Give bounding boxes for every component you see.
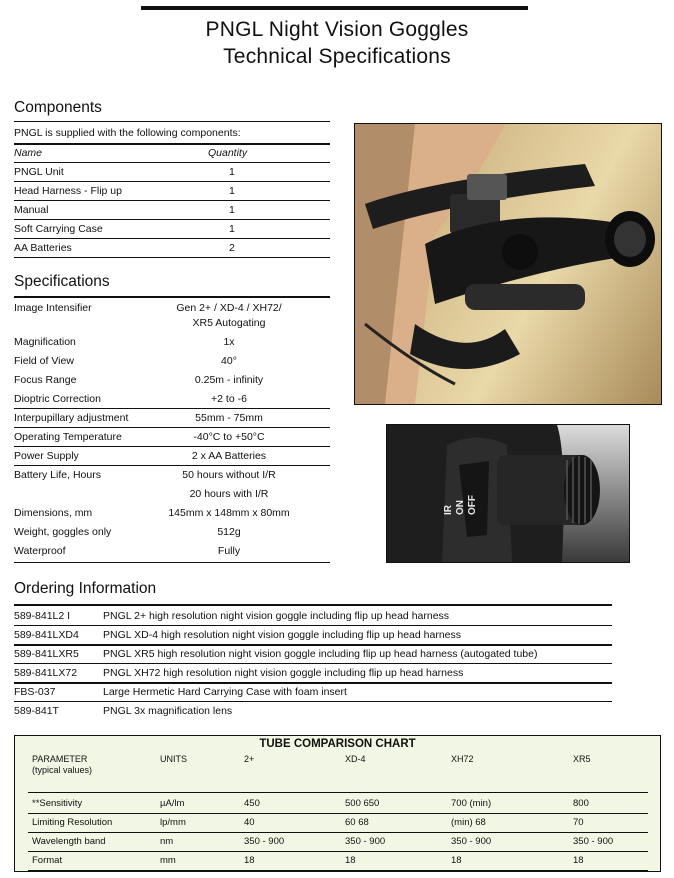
order-description: PNGL 3x magnification lens xyxy=(103,705,233,717)
spec-value: 50 hours without I/R xyxy=(182,469,276,481)
chart-param: **Sensitivity xyxy=(32,798,83,809)
goggles-illustration xyxy=(355,124,661,404)
chart-value: 350 - 900 xyxy=(345,836,386,847)
switch-labels xyxy=(443,483,479,515)
spec-value: 145mm x 148mm x 80mm xyxy=(168,507,290,519)
component-quantity: 2 xyxy=(229,242,235,254)
ordering-rule xyxy=(14,604,612,606)
order-code: 589-841T xyxy=(14,705,59,717)
component-name: AA Batteries xyxy=(14,242,72,254)
spec-label: Dimensions, mm xyxy=(14,507,93,519)
spec-row xyxy=(14,447,330,465)
spec-value: 55mm - 75mm xyxy=(195,412,263,424)
spec-value: 512g xyxy=(217,526,241,538)
chart-param: Wavelength band xyxy=(32,836,106,847)
chart-param: Limiting Resolution xyxy=(32,817,113,828)
chart-param: Format xyxy=(32,855,63,866)
specifications-rule xyxy=(14,296,330,298)
spec-label: Field of View xyxy=(14,355,74,367)
chart-row xyxy=(28,795,648,814)
spec-value: 40° xyxy=(221,355,237,367)
order-row xyxy=(14,702,612,720)
component-quantity: 1 xyxy=(229,223,235,235)
chart-value: 700 (min) xyxy=(451,798,492,809)
page-title-line-1: PNGL Night Vision Goggles xyxy=(205,18,469,41)
chart-value: 60 68 xyxy=(345,817,369,828)
switch-on-label: ON xyxy=(455,500,466,515)
spec-value: +2 to -6 xyxy=(211,393,247,405)
order-code: 589-841LX72 xyxy=(14,667,78,679)
page-title-line-2: Technical Specifications xyxy=(223,45,451,68)
spec-row xyxy=(14,428,330,446)
top-rule xyxy=(141,6,528,10)
spec-label: Waterproof xyxy=(14,545,66,557)
order-row xyxy=(14,664,612,682)
order-description: PNGL XH72 high resolution night vision goggle including flip up head harness xyxy=(103,667,464,679)
chart-value: 800 xyxy=(573,798,589,809)
chart-value: (min) 68 xyxy=(451,817,486,828)
order-description: PNGL 2+ high resolution night vision goggle including flip up head harness xyxy=(103,610,450,622)
spec-value: 0.25m - infinity xyxy=(194,374,264,386)
spec-label: Focus Range xyxy=(14,374,77,386)
components-rule xyxy=(14,121,330,122)
component-name: Head Harness - Flip up xyxy=(14,185,122,197)
spec-row xyxy=(14,466,330,484)
component-quantity: 1 xyxy=(229,204,235,216)
spec-label: Battery Life, Hours xyxy=(14,469,101,481)
chart-value: 18 xyxy=(244,855,255,866)
components-intro: PNGL is supplied with the following components: xyxy=(14,127,241,139)
component-row xyxy=(14,163,330,181)
component-row xyxy=(14,220,330,238)
col-name-header: Name xyxy=(14,147,43,159)
chart-value: 18 xyxy=(345,855,356,866)
chart-value: 18 xyxy=(573,855,584,866)
spec-value: 1x xyxy=(223,336,235,348)
header-parameter: PARAMETER xyxy=(32,754,88,764)
chart-units: mm xyxy=(160,855,176,866)
spec-row xyxy=(14,299,330,329)
spec-row xyxy=(14,409,330,427)
component-row xyxy=(14,201,330,219)
component-row-rule xyxy=(14,257,330,258)
spec-value: Fully xyxy=(217,545,241,557)
component-quantity: 1 xyxy=(229,166,235,178)
switch-off-label: OFF xyxy=(467,495,478,515)
chart-value: 450 xyxy=(244,798,260,809)
chart-title: TUBE COMPARISON CHART xyxy=(259,738,416,750)
chart-value: 70 xyxy=(573,817,584,828)
order-code: FBS-037 xyxy=(14,686,56,698)
components-heading: Components xyxy=(14,99,102,116)
chart-header-rule xyxy=(28,792,648,793)
header-col-1: 2+ xyxy=(244,754,255,764)
spec-row xyxy=(14,542,330,560)
spec-row xyxy=(14,371,330,389)
component-quantity: 1 xyxy=(229,185,235,197)
order-row xyxy=(14,683,612,701)
goggles-switch-closeup-photo xyxy=(386,424,630,563)
order-description: PNGL XR5 high resolution night vision goggle including flip up head harness (autogated tube) xyxy=(103,648,538,660)
header-col-3: XH72 xyxy=(451,754,474,764)
order-code: 589-841L2 I xyxy=(14,610,71,622)
chart-value: 40 xyxy=(244,817,255,828)
switch-illustration xyxy=(387,425,629,562)
chart-value: 500 650 xyxy=(345,798,380,809)
order-row xyxy=(14,607,612,625)
order-row xyxy=(14,626,612,644)
spec-row xyxy=(14,390,330,408)
component-name: Soft Carrying Case xyxy=(14,223,103,235)
order-description: PNGL XD-4 high resolution night vision goggle including flip up head harness xyxy=(103,629,461,641)
header-parameter-sub: (typical values) xyxy=(32,765,93,775)
chart-row xyxy=(28,852,648,871)
chart-row xyxy=(28,814,648,833)
spec-value: -40°C to +50°C xyxy=(193,431,265,443)
component-row xyxy=(14,239,330,257)
spec-row xyxy=(14,485,330,503)
order-code: 589-841LXD4 xyxy=(14,629,79,641)
chart-units: nm xyxy=(160,836,174,847)
spec-row xyxy=(14,523,330,541)
spec-label: Interpupillary adjustment xyxy=(14,412,129,424)
components-header-row xyxy=(14,144,330,162)
chart-value: 350 - 900 xyxy=(244,836,285,847)
header-col-2: XD-4 xyxy=(345,754,366,764)
chart-units: µA/lm xyxy=(160,798,185,809)
ordering-heading: Ordering Information xyxy=(14,580,157,597)
order-code: 589-841LXR5 xyxy=(14,648,79,660)
chart-row xyxy=(28,833,648,852)
spec-value: 2 x AA Batteries xyxy=(191,450,267,462)
chart-units: lp/mm xyxy=(160,817,186,828)
goggles-on-head-photo xyxy=(354,123,662,405)
spec-bottom-rule xyxy=(14,562,330,563)
switch-ir-label: IR xyxy=(443,505,454,515)
component-row xyxy=(14,182,330,200)
chart-value: 350 - 900 xyxy=(451,836,492,847)
spec-row xyxy=(14,333,330,351)
spec-row xyxy=(14,504,330,522)
spec-row xyxy=(14,352,330,370)
spec-label: Operating Temperature xyxy=(14,431,122,443)
header-units: UNITS xyxy=(160,754,187,764)
spec-label: Weight, goggles only xyxy=(14,526,112,538)
spec-value: 20 hours with I/R xyxy=(189,488,269,500)
component-name: PNGL Unit xyxy=(14,166,64,178)
spec-value: Gen 2+ / XD-4 / XH72/ xyxy=(176,302,282,314)
chart-value: 350 - 900 xyxy=(573,836,614,847)
spec-label: Image Intensifier xyxy=(14,302,92,314)
order-row xyxy=(14,645,612,663)
spec-label: Magnification xyxy=(14,336,76,348)
header-col-4: XR5 xyxy=(573,754,591,764)
spec-label: Power Supply xyxy=(14,450,79,462)
specifications-heading: Specifications xyxy=(14,273,110,290)
chart-value: 18 xyxy=(451,855,462,866)
spec-value-line-2: XR5 Autogating xyxy=(192,317,266,329)
component-name: Manual xyxy=(14,204,49,216)
tube-comparison-chart xyxy=(14,735,661,872)
col-quantity-header: Quantity xyxy=(208,147,248,159)
spec-label: Dioptric Correction xyxy=(14,393,101,405)
order-description: Large Hermetic Hard Carrying Case with foam insert xyxy=(103,686,347,698)
